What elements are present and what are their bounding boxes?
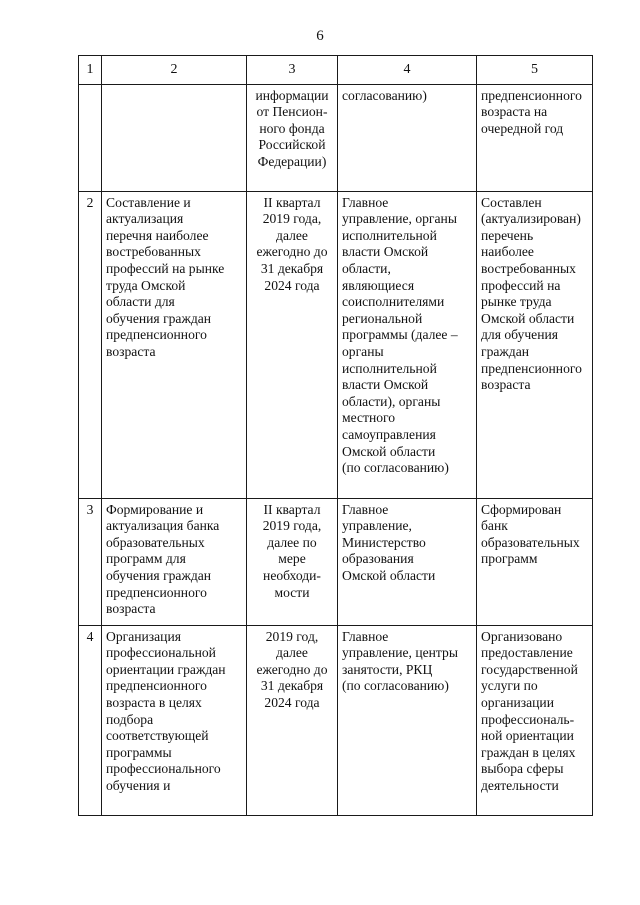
- deadline-cell: 2019 год, далее ежегодно до 31 декабря 2024 года: [247, 625, 338, 815]
- result-cell: Сформирован банк образовательных программ: [477, 498, 593, 625]
- row-number-cell: 4: [79, 625, 102, 815]
- measures-table: [78, 55, 593, 816]
- executors-cell: Главное управление, органы исполнительной власти Омской области, являющиеся соисполнителями региональной программы (далее – органы исполнительной власти Омской области), органы местного самоуправления Омской области (по согласованию): [338, 191, 477, 498]
- measure-cell: [102, 84, 247, 191]
- column-header-5: 5: [477, 56, 593, 85]
- column-header-4: 4: [338, 56, 477, 85]
- table-header-row: [79, 56, 593, 85]
- table-row: [79, 625, 593, 815]
- executors-cell: Главное управление, Министерство образования Омской области: [338, 498, 477, 625]
- row-number-cell: [79, 84, 102, 191]
- measure-cell: Организация профессиональной ориентации граждан предпенсионного возраста в целях подбора соответствующей программы профессионального обучения и: [102, 625, 247, 815]
- column-header-3: 3: [247, 56, 338, 85]
- measure-cell: Составление и актуализация перечня наиболее востребованных профессий на рынке труда Омской области для обучения граждан предпенсионного возраста: [102, 191, 247, 498]
- page-number: 6: [316, 28, 324, 44]
- deadline-cell: II квартал 2019 года, далее по мере необходи- мости: [247, 498, 338, 625]
- deadline-cell: информации от Пенсион- ного фонда Российской Федерации): [247, 84, 338, 191]
- result-cell: предпенсионного возраста на очередной год: [477, 84, 593, 191]
- table-row: [79, 498, 593, 625]
- deadline-cell: II квартал 2019 года, далее ежегодно до 31 декабря 2024 года: [247, 191, 338, 498]
- executors-cell: согласованию): [338, 84, 477, 191]
- row-number-cell: 2: [79, 191, 102, 498]
- table-row: [79, 191, 593, 498]
- column-header-2: 2: [102, 56, 247, 85]
- table-row: [79, 84, 593, 191]
- column-header-1: 1: [79, 56, 102, 85]
- result-cell: Составлен (актуализирован) перечень наиболее востребованных профессий на рынке труда Омской области для обучения граждан предпенсионного возраста: [477, 191, 593, 498]
- executors-cell: Главное управление, центры занятости, РКЦ (по согласованию): [338, 625, 477, 815]
- row-number-cell: 3: [79, 498, 102, 625]
- measure-cell: Формирование и актуализация банка образовательных программ для обучения граждан предпенсионного возраста: [102, 498, 247, 625]
- result-cell: Организовано предоставление государственной услуги по организации профессиональ- ной ориентации граждан в целях выбора сферы деятельности: [477, 625, 593, 815]
